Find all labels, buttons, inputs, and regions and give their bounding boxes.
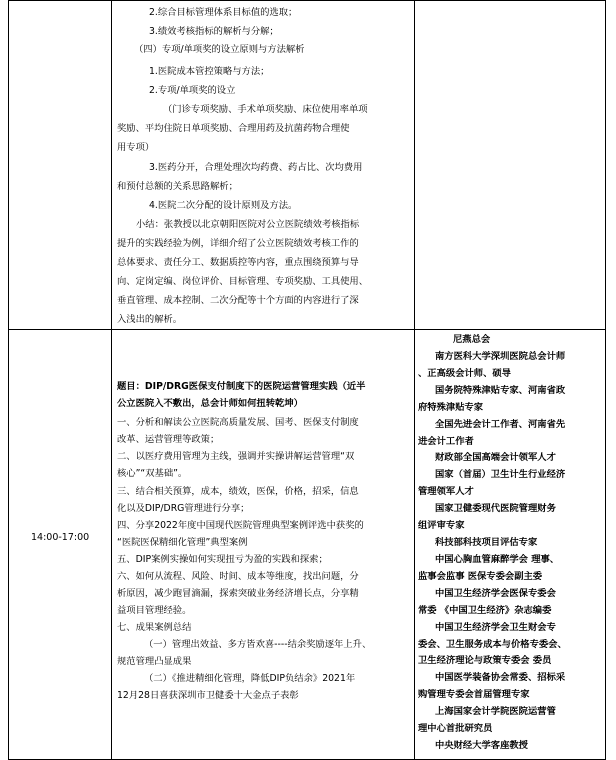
- content-line: （门诊专项奖励、手术单项奖励、床位使用率单项: [163, 104, 368, 115]
- content-line: 3.医药分开，合理处理次均药费、药占比、次均费用: [149, 162, 363, 173]
- content-line: 二、以医疗费用管理为主线，强调并实操讲解运营管理“双: [117, 451, 355, 462]
- content-line: 规范管理凸显成果: [117, 656, 192, 667]
- speaker-bio-line: 购管理专委会首届管理专家: [418, 689, 530, 701]
- content-line: 2.综合目标管理体系目标值的选取；: [149, 7, 298, 18]
- speaker-bio-line: 中央财经大学客座教授: [435, 740, 528, 751]
- content-line: 七、成果案例总结: [117, 622, 192, 633]
- speaker-bio-line: 中国心胸血管麻醉学会 理事、: [435, 553, 560, 565]
- content-line: “医院医保精细化管理”典型案例: [117, 537, 248, 548]
- summary-line: 总体要求、责任分工、数据质控等内容，重点围绕预算与导: [117, 257, 359, 268]
- content-line: 一、分析和解读公立医院高质量发展、国考、医保支付制度: [117, 417, 359, 428]
- speaker-bio-line: 国家卫健委现代医院管理财务: [435, 503, 556, 515]
- summary-line: 提升的实践经验为例，详细介绍了公立医院绩效考核工作的: [117, 238, 359, 249]
- session-time-cell: [9, 330, 111, 760]
- speaker-bio-line: 全国先进会计工作者、河南省先: [435, 418, 566, 430]
- speaker-bio-line: 国务院特殊津贴专家、河南省政: [435, 384, 566, 396]
- content-line: （一）管理出效益、多方皆欢喜----结余奖励逐年上升、: [144, 639, 372, 650]
- session-content-cell: [112, 330, 414, 760]
- speaker-bio-line: 进会计工作者: [418, 435, 474, 447]
- content-line: （二）《推进精细化管理，降低DIP负结余》2021年: [144, 673, 356, 684]
- content-line: 和预付总额的关系思路解析；: [117, 181, 238, 192]
- summary-line: 向、定岗定编、岗位评价、目标管理、专项奖励、工具使用、: [117, 276, 369, 287]
- speaker-bio-line: 国家（首届）卫生计生行业经济: [435, 469, 566, 481]
- speaker-bio-line: 科技部科技项目评估专家: [435, 537, 538, 548]
- session-time: 14:00-17:00: [31, 532, 90, 543]
- speaker-bio-line: 管理领军人才: [418, 486, 474, 498]
- speaker-bio-line: 财政部全国高端会计领军人才: [435, 452, 556, 464]
- speaker-bio-line: 中国卫生经济学会卫生财会专: [435, 621, 556, 633]
- session-title: 题目：DIP/DRG医保支付制度下的医院运营管理实践（近半: [117, 381, 366, 392]
- speaker-bio-line: 中国医学装备协会常委、招标采: [435, 672, 566, 684]
- content-line: 六、如何从流程、风险、时间、成本等维度，找出问题，分: [117, 571, 359, 582]
- content-line: 奖励、平均住院日单项奖励、合理用药及抗菌药物合理使: [117, 123, 350, 134]
- summary-line: 小结：张教授以北京朝阳医院对公立医院绩效考核指标: [136, 219, 360, 230]
- content-line: 2.专项/单项奖的设立: [149, 85, 236, 96]
- content-line: （四）专项/单项奖的设立原则与方法解析: [134, 44, 305, 55]
- speaker-bio-line: 组评审专家: [418, 520, 465, 532]
- speaker-bio-cell: [415, 330, 606, 760]
- content-line: 五、DIP案例实操如何实现扭亏为盈的实践和探索；: [117, 554, 328, 565]
- content-line: 四、分享2022年度中国现代医院管理典型案例评选中获奖的: [117, 520, 364, 531]
- content-line: 3.绩效考核指标的解析与分解；: [149, 26, 279, 37]
- speaker-bio-line: 常委 《中国卫生经济》杂志编委: [418, 604, 552, 616]
- content-line: 改革、运营管理等政策；: [117, 434, 220, 445]
- session-title: 公立医院入不敷出，总会计师如何扭转乾坤）: [117, 398, 303, 409]
- speaker-name: 尼燕总会: [453, 334, 491, 345]
- speaker-bio-line: 南方医科大学深圳医院总会计师: [435, 350, 566, 362]
- content-line: 析原因，减少跑冒滴漏，探索突破业务经济增长点，分享精: [117, 588, 359, 599]
- speaker-bio-line: 中国卫生经济学会医保专委会: [435, 587, 556, 599]
- content-line: 化以及DIP/DRG管理进行分享；: [117, 503, 250, 514]
- speaker-bio-line: 委会、卫生服务成本与价格专委会、: [418, 638, 567, 650]
- summary-line: 入浅出的解析。: [117, 314, 183, 325]
- content-line: 1.医院成本管控策略与方法；: [149, 66, 270, 77]
- summary-line: 垂直管理、成本控制、二次分配等十个方面的内容进行了深: [117, 295, 359, 306]
- content-line: 4.医院二次分配的设计原则及方法。: [149, 200, 298, 211]
- content-line: 益项目管理经验。: [117, 605, 192, 616]
- speaker-bio-line: 监事会监事 医保专委会副主委: [418, 570, 543, 582]
- speaker-bio-line: 上海国家会计学院医院运营管: [435, 706, 556, 718]
- content-line: 12月28日喜获深圳市卫健委十大金点子表彰: [117, 690, 299, 701]
- speaker-bio-line: 卫生经济理论与政策专委会 委员: [418, 655, 552, 667]
- speaker-bio-line: 、正高级会计师、硕导: [418, 367, 511, 379]
- speaker-bio-line: 理中心首批研究员: [418, 723, 493, 735]
- speaker-bio-line: 府特殊津贴专家: [418, 401, 484, 413]
- content-line: 核心”“双基础”。: [117, 468, 188, 479]
- previous-session-content-cell: [112, 0, 414, 329]
- content-line: 用专项）: [117, 142, 155, 153]
- content-line: 三、结合相关预算，成本，绩效，医保，价格，招采，信息: [117, 486, 359, 497]
